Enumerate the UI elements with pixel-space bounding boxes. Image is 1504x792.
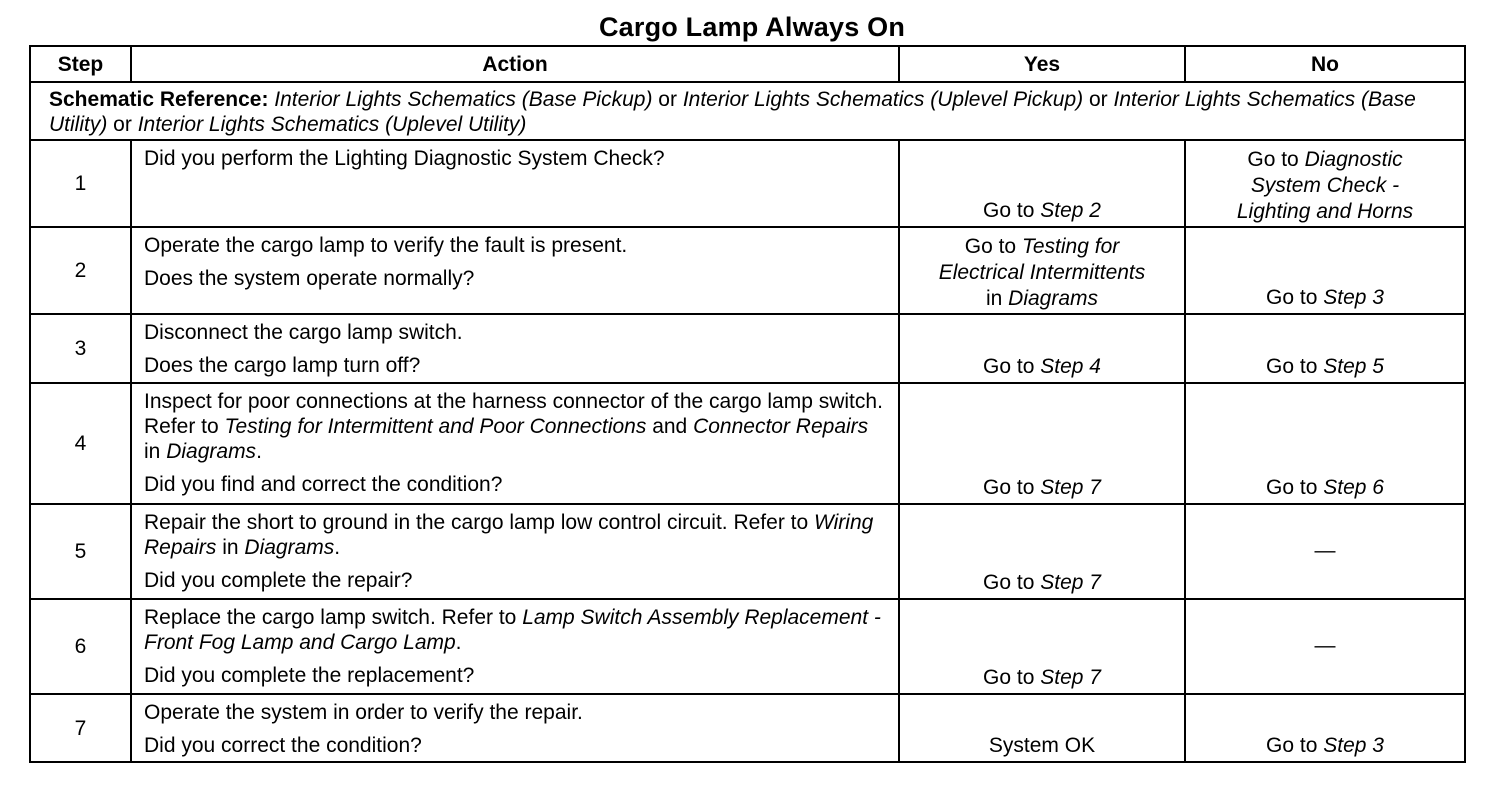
yes-link[interactable]: Step 7 — [1040, 666, 1101, 689]
diagnostic-table — [29, 45, 1466, 763]
header-no: No — [1185, 46, 1465, 82]
no-cell: Go to Step 5 — [1185, 314, 1465, 383]
no-link[interactable]: Step 3 — [1323, 286, 1384, 309]
header-yes: Yes — [899, 46, 1185, 82]
no-cell — [1185, 599, 1465, 694]
reference-link-1[interactable]: Interior Lights Schematics (Base Pickup) — [274, 88, 653, 111]
yes-cell: Go to Step 2 — [899, 140, 1185, 227]
no-cell: Go to Diagnostic System Check - Lighting and Horns — [1185, 140, 1465, 227]
yes-cell: System OK — [899, 694, 1185, 762]
yes-link[interactable]: Testing for — [1021, 235, 1120, 258]
table-row — [30, 140, 1465, 227]
page-title: Cargo Lamp Always On — [598, 12, 906, 42]
no-link[interactable]: Step 5 — [1323, 355, 1384, 378]
no-dash: — — [1314, 633, 1336, 657]
step-action: Repair the short to ground in the cargo lamp low control circuit. Refer to Wiring Repairs in Diagrams. Did you complete the repair? — [131, 504, 899, 599]
table-row — [30, 599, 1465, 694]
no-cell — [1185, 504, 1465, 599]
yes-link[interactable]: Step 7 — [1040, 476, 1101, 499]
no-cell: Go to Step 6 — [1185, 383, 1465, 504]
step-action: Operate the system in order to verify the repair. Did you correct the condition? — [131, 694, 899, 762]
action-link[interactable]: Testing for Intermittent and Poor Connections — [224, 415, 647, 438]
yes-link[interactable]: Step 2 — [1040, 199, 1101, 222]
table-row — [30, 694, 1465, 762]
step-number: 1 — [30, 140, 131, 227]
reference-link-2[interactable]: Interior Lights Schematics (Uplevel Pickup) — [682, 88, 1084, 111]
step-number: 3 — [30, 314, 131, 383]
yes-cell: Go to Testing for Electrical Intermittents in Diagrams — [899, 227, 1185, 314]
no-link[interactable]: Diagnostic — [1304, 148, 1403, 171]
action-link[interactable]: Lamp Switch Assembly Replacement - Front Fog Lamp and Cargo Lamp — [144, 606, 881, 654]
no-cell: Go to Step 3 — [1185, 227, 1465, 314]
step-number: 2 — [30, 227, 131, 314]
no-dash: — — [1314, 538, 1336, 562]
step-number: 7 — [30, 694, 131, 762]
table-row — [30, 314, 1465, 383]
step-action: Inspect for poor connections at the harness connector of the cargo lamp switch. Refer to Testing for Intermittent and Poor Connections and Connector Repairs in Diagrams. Did you find and correct the condition? — [131, 383, 899, 504]
table-row — [30, 227, 1465, 314]
yes-cell: Go to Step 7 — [899, 504, 1185, 599]
reference-link-4[interactable]: Interior Lights Schematics (Uplevel Utility) — [137, 113, 527, 136]
header-row — [30, 46, 1465, 82]
step-number: 6 — [30, 599, 131, 694]
schematic-reference-row — [30, 82, 1465, 140]
yes-cell: Go to Step 7 — [899, 383, 1185, 504]
reference-label: Schematic Reference: — [49, 88, 269, 111]
yes-cell: Go to Step 7 — [899, 599, 1185, 694]
header-action: Action — [131, 46, 899, 82]
step-action: Operate the cargo lamp to verify the fault is present. Does the system operate normally? — [131, 227, 899, 314]
step-number: 5 — [30, 504, 131, 599]
table-row — [30, 504, 1465, 599]
header-step: Step — [30, 46, 131, 82]
step-number: 4 — [30, 383, 131, 504]
yes-link[interactable]: Step 4 — [1040, 355, 1101, 378]
step-action: Did you perform the Lighting Diagnostic System Check? — [131, 140, 899, 227]
action-link[interactable]: Connector Repairs — [693, 415, 869, 438]
action-link[interactable]: Wiring Repairs — [144, 511, 874, 559]
reference-link-3[interactable]: Interior Lights Schematics (Base Utility) — [49, 88, 1416, 136]
yes-link[interactable]: Step 7 — [1040, 571, 1101, 594]
step-action: Replace the cargo lamp switch. Refer to Lamp Switch Assembly Replacement - Front Fog Lamp and Cargo Lamp. Did you complete the replacement? — [131, 599, 899, 694]
schematic-reference: Schematic Reference: Interior Lights Schematics (Base Pickup) or Interior Lights Schematics (Uplevel Pickup) or Interior Lights Schematics (Base Utility) or Interior Lights Schematics (Uplevel Utility) — [30, 82, 1465, 140]
no-link[interactable]: Step 6 — [1323, 476, 1384, 499]
table-row — [30, 383, 1465, 504]
step-action: Disconnect the cargo lamp switch. Does the cargo lamp turn off? — [131, 314, 899, 383]
yes-cell: Go to Step 4 — [899, 314, 1185, 383]
no-cell: Go to Step 3 — [1185, 694, 1465, 762]
no-link[interactable]: Step 3 — [1323, 734, 1384, 757]
